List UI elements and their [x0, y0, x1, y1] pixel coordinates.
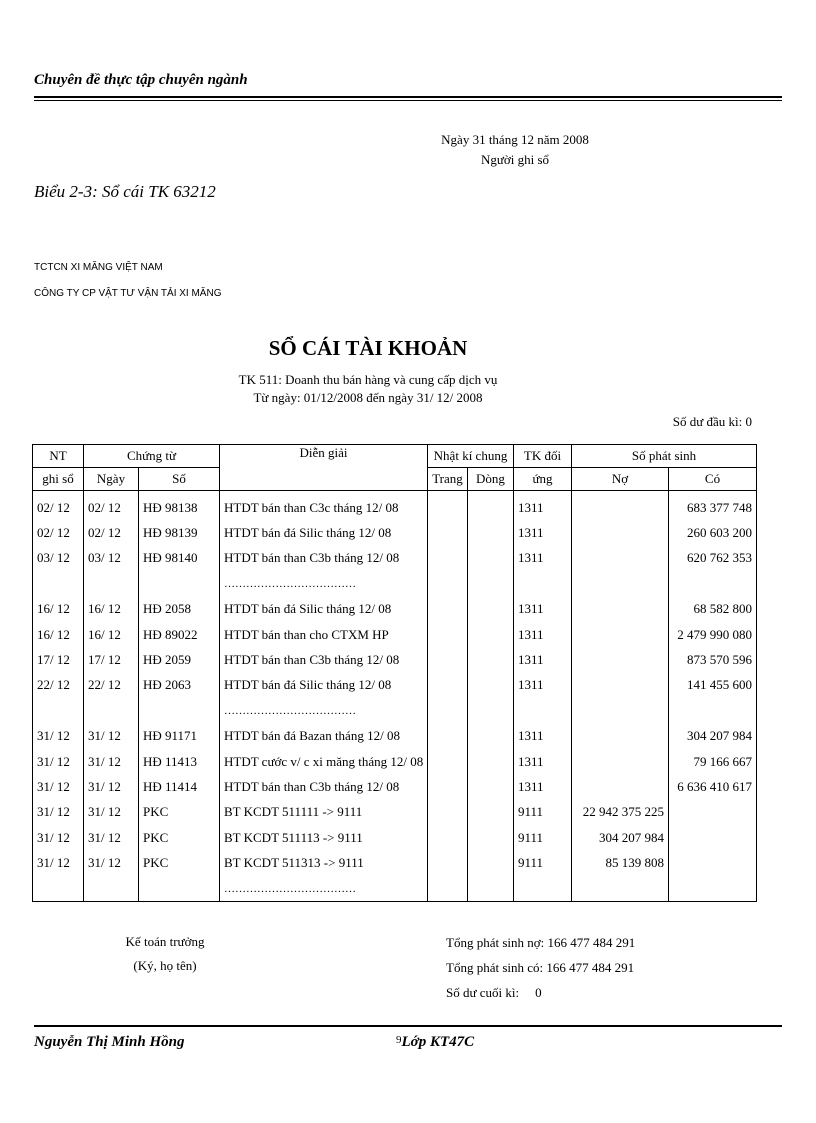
table-row: [33, 850, 757, 875]
row-contra: 1311: [514, 491, 572, 521]
row-nt: [33, 571, 84, 596]
header-title: Chuyên đề thực tập chuyên ngành: [34, 72, 248, 88]
col-contra-sub: ứng: [514, 468, 572, 491]
row-description: ………………………………: [220, 876, 428, 902]
row-credit: 260 603 200: [669, 520, 757, 545]
row-debit: [572, 546, 669, 571]
row-debit: [572, 597, 669, 622]
row-description: BT KCDT 511313 -> 9111: [220, 850, 428, 875]
row-voucher-no: [139, 876, 220, 902]
row-debit: [572, 698, 669, 723]
row-nt: 31/ 12: [33, 850, 84, 875]
row-debit: 304 207 984: [572, 825, 669, 850]
row-journal-page: [428, 800, 468, 825]
row-nt: 16/ 12: [33, 622, 84, 647]
row-voucher-no: HĐ 98139: [139, 520, 220, 545]
row-journal-line: [468, 597, 514, 622]
row-credit: 2 479 990 080: [669, 622, 757, 647]
row-nt: 31/ 12: [33, 774, 84, 799]
row-journal-line: [468, 724, 514, 749]
row-contra: 1311: [514, 520, 572, 545]
row-date: 02/ 12: [84, 520, 139, 545]
row-contra: 1311: [514, 597, 572, 622]
recorder-label: Người ghi sổ: [480, 152, 550, 167]
row-date: 22/ 12: [84, 673, 139, 698]
row-credit: [669, 876, 757, 902]
closing-label: Số dư cuối kì:: [446, 985, 520, 1000]
row-description: BT KCDT 511111 -> 9111: [220, 800, 428, 825]
footer-class: Lớp KT47C: [401, 1034, 475, 1050]
row-debit: 22 942 375 225: [572, 800, 669, 825]
report-date: Ngày 31 tháng 12 năm 2008: [441, 132, 589, 147]
row-nt: 02/ 12: [33, 520, 84, 545]
form-label: Biểu 2-3: Sổ cái TK 63212: [34, 182, 216, 201]
row-contra: 9111: [514, 825, 572, 850]
col-contra: TK đối: [514, 445, 572, 468]
row-credit: [669, 571, 757, 596]
row-nt: 31/ 12: [33, 724, 84, 749]
row-date: [84, 876, 139, 902]
row-contra: 1311: [514, 774, 572, 799]
col-credit: Có: [669, 468, 757, 491]
org-parent: TCTCN XI MĂNG VIỆT NAM: [34, 262, 163, 273]
row-contra: 1311: [514, 724, 572, 749]
row-voucher-no: HĐ 2063: [139, 673, 220, 698]
row-voucher-no: PKC: [139, 825, 220, 850]
row-debit: [572, 774, 669, 799]
table-row: [33, 491, 757, 521]
col-amount: Số phát sinh: [572, 445, 757, 468]
row-credit: [669, 825, 757, 850]
row-journal-line: [468, 520, 514, 545]
row-nt: 02/ 12: [33, 491, 84, 521]
footer-rule: [34, 1025, 782, 1027]
header-row-1: [33, 445, 757, 468]
row-nt: 31/ 12: [33, 749, 84, 774]
col-journal: Nhật kí chung: [428, 445, 514, 468]
row-description: HTDT bán than C3b tháng 12/ 08: [220, 647, 428, 672]
date-block: [420, 130, 610, 170]
row-contra: 1311: [514, 749, 572, 774]
row-contra: 1311: [514, 546, 572, 571]
row-description: HTDT bán than C3c tháng 12/ 08: [220, 491, 428, 521]
row-journal-page: [428, 491, 468, 521]
row-journal-line: [468, 647, 514, 672]
table-row: [33, 749, 757, 774]
table-row: [33, 774, 757, 799]
opening-balance: Số dư đầu kì: 0: [672, 414, 752, 429]
row-credit: [669, 698, 757, 723]
row-description: HTDT bán đá Silic tháng 12/ 08: [220, 673, 428, 698]
row-description: ………………………………: [220, 571, 428, 596]
row-contra: [514, 571, 572, 596]
col-description: Diễn giải: [220, 445, 428, 491]
row-debit: [572, 724, 669, 749]
col-journal-line: Dòng: [468, 468, 514, 491]
table-row: [33, 520, 757, 545]
row-contra: 1311: [514, 647, 572, 672]
row-voucher-no: [139, 571, 220, 596]
row-voucher-no: HĐ 98140: [139, 546, 220, 571]
row-voucher-no: [139, 698, 220, 723]
table-row: [33, 673, 757, 698]
closing-value: 0: [535, 985, 542, 1000]
row-date: 16/ 12: [84, 597, 139, 622]
row-journal-page: [428, 749, 468, 774]
row-journal-line: [468, 749, 514, 774]
row-voucher-no: HĐ 91171: [139, 724, 220, 749]
row-credit: 683 377 748: [669, 491, 757, 521]
row-debit: [572, 647, 669, 672]
row-journal-line: [468, 698, 514, 723]
table-row: [33, 825, 757, 850]
row-credit: 6 636 410 617: [669, 774, 757, 799]
row-nt: [33, 876, 84, 902]
table-row-ellipsis: [33, 571, 757, 596]
row-contra: 1311: [514, 622, 572, 647]
row-voucher-no: HĐ 11414: [139, 774, 220, 799]
row-date: 17/ 12: [84, 647, 139, 672]
table-row: [33, 597, 757, 622]
row-journal-line: [468, 876, 514, 902]
total-credit: Tổng phát sinh có: 166 477 484 291: [446, 960, 635, 975]
row-journal-page: [428, 774, 468, 799]
row-credit: 141 455 600: [669, 673, 757, 698]
account-line: TK 511: Doanh thu bán hàng và cung cấp dịch vụ: [238, 372, 498, 387]
row-date: [84, 571, 139, 596]
ledger-title: SỔ CÁI TÀI KHOẢN: [268, 336, 468, 360]
row-description: ………………………………: [220, 698, 428, 723]
page-number: 9: [396, 1034, 402, 1046]
row-debit: [572, 876, 669, 902]
row-journal-page: [428, 520, 468, 545]
row-journal-page: [428, 698, 468, 723]
col-journal-page: Trang: [428, 468, 468, 491]
row-journal-page: [428, 673, 468, 698]
row-voucher-no: HĐ 2058: [139, 597, 220, 622]
table-row: [33, 546, 757, 571]
row-journal-line: [468, 774, 514, 799]
row-journal-page: [428, 724, 468, 749]
row-voucher-no: PKC: [139, 800, 220, 825]
row-journal-line: [468, 800, 514, 825]
row-voucher-no: HĐ 2059: [139, 647, 220, 672]
row-journal-page: [428, 546, 468, 571]
row-journal-page: [428, 825, 468, 850]
table-row: [33, 647, 757, 672]
row-nt: 31/ 12: [33, 825, 84, 850]
row-contra: 1311: [514, 673, 572, 698]
closing-balance: [446, 980, 635, 1005]
row-credit: 620 762 353: [669, 546, 757, 571]
row-journal-page: [428, 571, 468, 596]
row-journal-line: [468, 673, 514, 698]
row-journal-line: [468, 825, 514, 850]
row-journal-line: [468, 571, 514, 596]
row-credit: 304 207 984: [669, 724, 757, 749]
row-debit: [572, 622, 669, 647]
row-date: 31/ 12: [84, 749, 139, 774]
row-date: [84, 698, 139, 723]
col-voucher-no: Số: [139, 468, 220, 491]
row-credit: [669, 850, 757, 875]
row-date: 31/ 12: [84, 724, 139, 749]
row-date: 31/ 12: [84, 850, 139, 875]
ledger-table: [32, 444, 757, 902]
row-nt: 17/ 12: [33, 647, 84, 672]
col-voucher: Chứng từ: [84, 445, 220, 468]
row-debit: [572, 491, 669, 521]
row-journal-page: [428, 622, 468, 647]
row-voucher-no: PKC: [139, 850, 220, 875]
row-nt: 31/ 12: [33, 800, 84, 825]
row-description: HTDT bán than C3b tháng 12/ 08: [220, 774, 428, 799]
row-description: HTDT bán đá Bazan tháng 12/ 08: [220, 724, 428, 749]
row-description: HTDT bán đá Silic tháng 12/ 08: [220, 597, 428, 622]
table-row-ellipsis: [33, 876, 757, 902]
row-date: 31/ 12: [84, 825, 139, 850]
row-credit: 873 570 596: [669, 647, 757, 672]
row-date: 31/ 12: [84, 774, 139, 799]
row-contra: 9111: [514, 850, 572, 875]
signature-role: Kế toán trưởng: [125, 934, 205, 949]
footer-author: Nguyễn Thị Minh Hồng: [34, 1034, 185, 1050]
table-row: [33, 724, 757, 749]
col-nt-sub: ghi sổ: [33, 468, 84, 491]
row-date: 02/ 12: [84, 491, 139, 521]
row-description: BT KCDT 511113 -> 9111: [220, 825, 428, 850]
period-line: Từ ngày: 01/12/2008 đến ngày 31/ 12/ 2008: [253, 390, 483, 405]
row-journal-line: [468, 546, 514, 571]
ledger-body: [33, 491, 757, 902]
row-journal-line: [468, 850, 514, 875]
signature-block: [110, 930, 220, 978]
col-debit: Nợ: [572, 468, 669, 491]
row-debit: 85 139 808: [572, 850, 669, 875]
table-row-ellipsis: [33, 698, 757, 723]
row-journal-page: [428, 597, 468, 622]
table-row: [33, 622, 757, 647]
row-voucher-no: HĐ 89022: [139, 622, 220, 647]
row-nt: 03/ 12: [33, 546, 84, 571]
row-contra: [514, 698, 572, 723]
row-voucher-no: HĐ 11413: [139, 749, 220, 774]
row-date: 16/ 12: [84, 622, 139, 647]
org-company: CÔNG TY CP VẬT TƯ VẬN TẢI XI MĂNG: [34, 288, 222, 299]
row-journal-line: [468, 491, 514, 521]
row-debit: [572, 673, 669, 698]
col-nt: NT: [33, 445, 84, 468]
row-voucher-no: HĐ 98138: [139, 491, 220, 521]
row-description: HTDT bán than cho CTXM HP: [220, 622, 428, 647]
table-row: [33, 800, 757, 825]
row-description: HTDT bán than C3b tháng 12/ 08: [220, 546, 428, 571]
row-nt: 22/ 12: [33, 673, 84, 698]
row-contra: [514, 876, 572, 902]
row-credit: 68 582 800: [669, 597, 757, 622]
row-description: HTDT cước v/ c xi măng tháng 12/ 08: [220, 749, 428, 774]
row-journal-page: [428, 850, 468, 875]
total-debit: Tổng phát sinh nợ: 166 477 484 291: [446, 935, 636, 950]
row-debit: [572, 520, 669, 545]
row-debit: [572, 571, 669, 596]
row-contra: 9111: [514, 800, 572, 825]
col-voucher-date: Ngày: [84, 468, 139, 491]
row-journal-page: [428, 876, 468, 902]
row-date: 03/ 12: [84, 546, 139, 571]
row-debit: [572, 749, 669, 774]
totals-block: [446, 930, 635, 1005]
row-date: 31/ 12: [84, 800, 139, 825]
row-credit: 79 166 667: [669, 749, 757, 774]
row-credit: [669, 800, 757, 825]
header-rule: [34, 96, 782, 101]
row-nt: 16/ 12: [33, 597, 84, 622]
signature-note: (Ký, họ tên): [133, 958, 197, 973]
row-journal-page: [428, 647, 468, 672]
row-nt: [33, 698, 84, 723]
row-journal-line: [468, 622, 514, 647]
row-description: HTDT bán đá Silic tháng 12/ 08: [220, 520, 428, 545]
footer-page-class: [396, 1034, 474, 1051]
